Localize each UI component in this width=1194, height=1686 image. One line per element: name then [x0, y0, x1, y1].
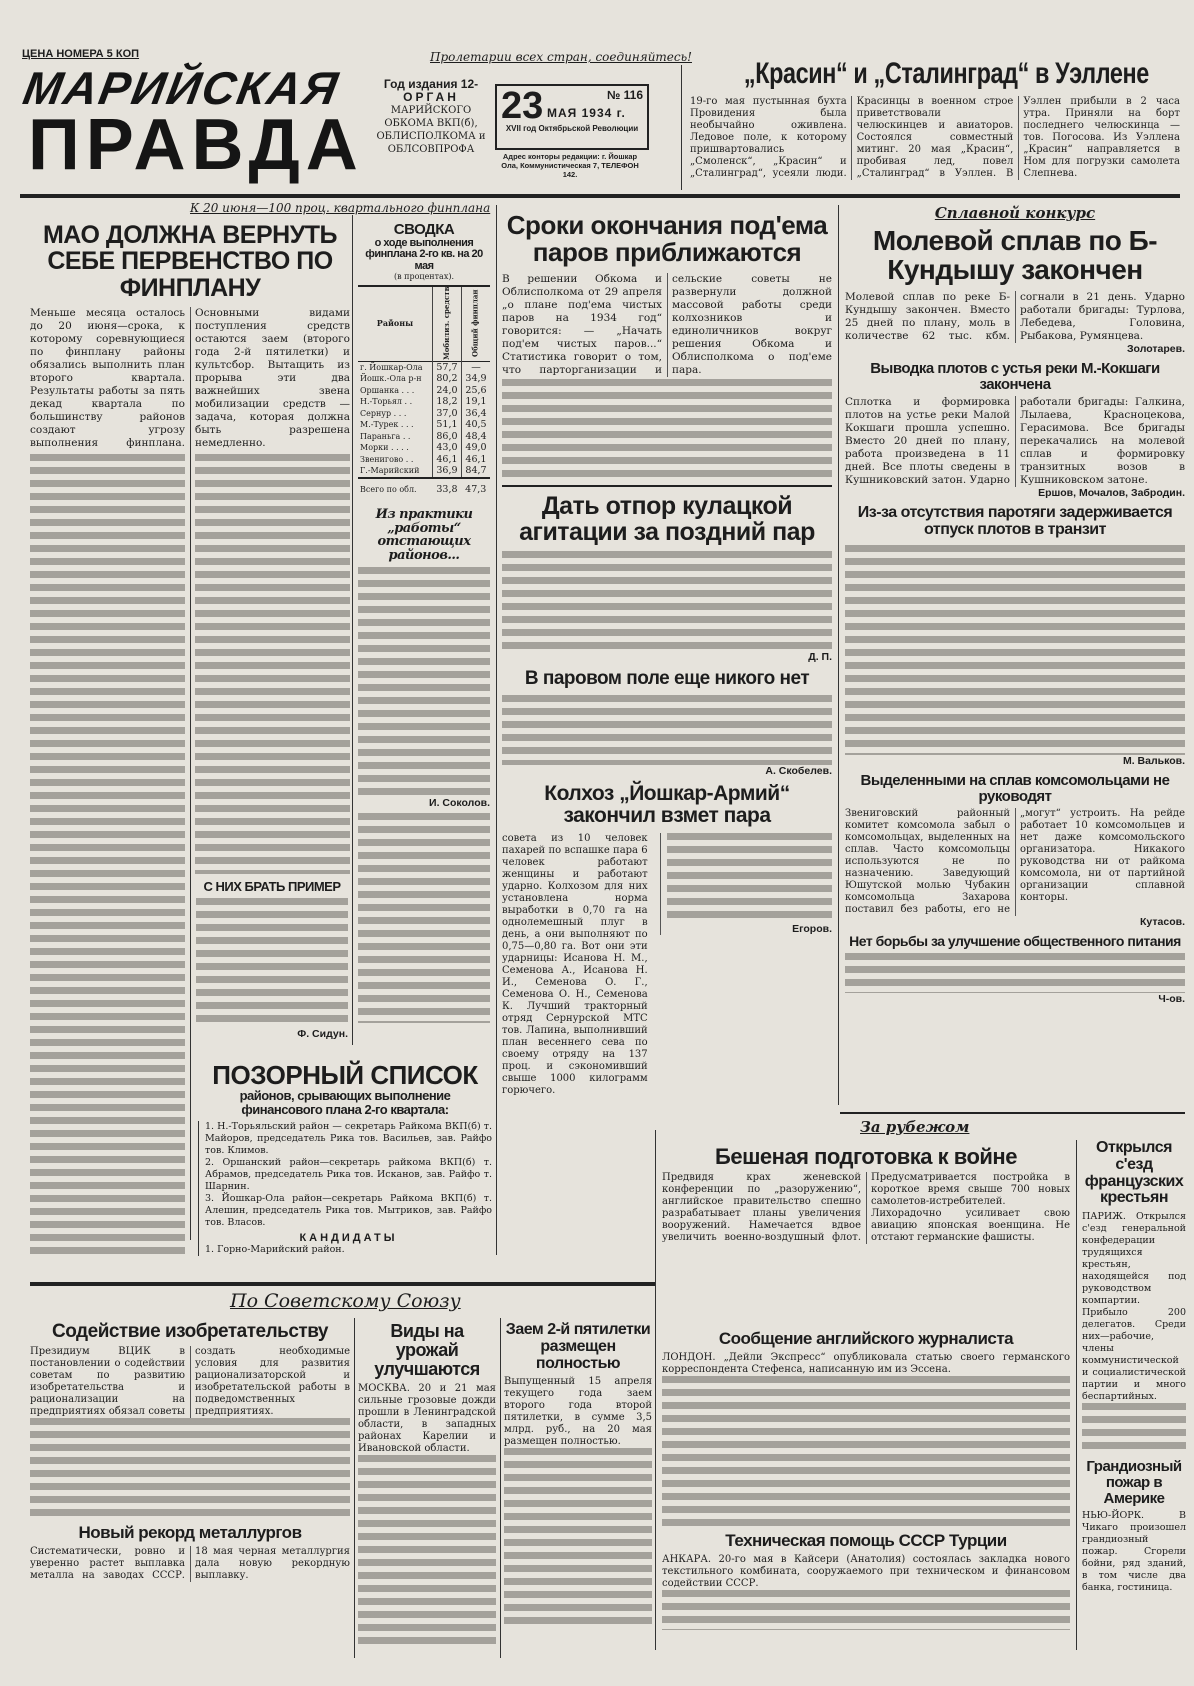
table-row: [358, 408, 490, 420]
divider: [681, 65, 682, 190]
table-row: [358, 431, 490, 443]
otpor-signature: Д. П.: [808, 651, 832, 664]
congress-headline: Открылся с'езд французских крестьян: [1084, 1139, 1184, 1207]
ussr-rubric: По Советскому Союзу: [230, 1290, 461, 1312]
cell: 86,0: [432, 431, 461, 443]
svodka-box: [358, 222, 490, 500]
divider: [655, 1130, 656, 1650]
mao-text-continued-2: [195, 454, 350, 874]
cell: Йошк.-Ола р-н: [360, 374, 422, 384]
issue-number: № 116: [606, 88, 643, 102]
cell: 25,6: [461, 385, 490, 397]
war-headline: Бешеная подготовка к войне: [715, 1144, 1017, 1169]
price-label: ЦЕНА НОМЕРА 5 КОП: [22, 48, 140, 60]
col-header: Мобилиз. средств: [432, 286, 461, 361]
cell: 34,9: [461, 373, 490, 385]
rule: [30, 1282, 655, 1286]
cell: Оршанка . . .: [360, 385, 415, 395]
table-row: [358, 385, 490, 397]
vyvodka-headline: Выводка плотов с устья реки М.-Кокшаги закончена: [870, 359, 1160, 393]
cell: Н.-Торьял . .: [360, 397, 413, 407]
cell: 24,0: [432, 385, 461, 397]
cell: 51,1: [432, 419, 461, 431]
list-item: 1. Н.-Торьяльский район — секретарь Райкома ВКП(б) т. Майоров, председатель Рика тов. Васильев, зав. Райфо тов. Климов.: [205, 1120, 492, 1156]
cell: 43,0: [432, 442, 461, 454]
pozor-subhead: районов, срывающих выполнение финансового плана 2-го квартала:: [239, 1088, 451, 1117]
pitanie-headline: Нет борьбы за улучшение общественного питания: [849, 933, 1181, 950]
parotyaga-article: [845, 505, 1185, 767]
candidates-label: КАНДИДАТЫ: [299, 1231, 398, 1244]
turkey-body: АНКАРА. 20-го мая в Кайсери (Анатолия) состоялась закладка нового текстильного комбината, сооружаемого при техническом и финансовом содействии СССР.: [662, 1553, 1070, 1589]
journalist-article: [662, 1330, 1070, 1630]
col-header: Общий финплан: [461, 286, 490, 361]
cell: Сернур . . .: [360, 408, 407, 418]
cell: Г.-Марийский: [360, 466, 420, 476]
top-story-body: 19-го мая пустынная бухта Провидения была необычайно оживлена. Ледовое поле, к которому пришвартовались „Смоленск“, „Красин“ и „Сталинград“, усеяли люди. Красинцы в военном строе приветствовали челюскинцев и авиаторов. Состоялся совместный митинг. 20 мая „Красин“, пробивая лед, повел „Сталинград“ в Уэллен. В Уэллен прибыли в 2 часа утра. Приняли на борт последнего челюскинца — тов. Погосова. Из Уэллена „Красин“ направляется в Ном для погрузки самолета Слепнева.: [690, 95, 1180, 179]
practice-headline: Из практики „работы“ отстающих районов...: [375, 507, 473, 563]
practice-signature: И. Соколов.: [429, 796, 490, 809]
invent-text-continued: [30, 1418, 350, 1518]
turkey-headline: Техническая помощь СССР Турции: [725, 1530, 1007, 1550]
cell: Морки . . . .: [360, 443, 409, 453]
cell: 48,4: [461, 431, 490, 443]
cell: 80,2: [432, 373, 461, 385]
cell: Всего по обл.: [360, 484, 417, 494]
loan-body: Выпущенный 15 апреля текущего года заем второго года второй пятилетки, в сумме 3,5 млрд. руб., на 20 мая размещен полностью.: [504, 1376, 652, 1448]
splav-article: [845, 204, 1185, 355]
table-row: [358, 361, 490, 373]
divider: [838, 205, 839, 1105]
war-body: Предвидя крах женевской конференции по „разоружению“, английское правительство спешно разрабатывает планы увеличения вооружений. Намечается вдвое увеличить военно-воздушный флот. Предусматривается постройка в короткое время свыше 700 новых самолетов-истребителей. Лихорадочно усиливает свою авиацию японская военщина. Не отстают германские фашисты.: [662, 1172, 1070, 1244]
svodka-title: СВОДКА: [393, 221, 455, 238]
congress-body: ПАРИЖ. Открылся с'езд генеральной конфедерации трудящихся крестьян, находящейся под руководством компартии. Прибыло 200 делегатов. Среди них—рабочие, члены коммунистической и социалистической партии и много беспартийных.: [1082, 1211, 1186, 1403]
example-text: [196, 898, 348, 1028]
komsomol-article: [845, 773, 1185, 929]
metal-headline: Новый рекорд металлургов: [78, 1522, 302, 1542]
practice-text-2: [358, 813, 490, 1023]
cell: 18,2: [432, 396, 461, 408]
splav-rubric: Сплавной конкурс: [934, 204, 1096, 222]
cell: 33,8: [436, 483, 458, 495]
divider: [496, 205, 497, 1255]
harvest-body: МОСКВА. 20 и 21 мая сильные грозовые дожди прошли в Ленинградской области, в западных районах Карелии и Ивановской области.: [358, 1382, 496, 1454]
candidates-item: 1. Горно-Марийский район.: [205, 1244, 345, 1256]
vyvodka-signature: Ершов, Мочалов, Забродин.: [1038, 487, 1185, 500]
parotyaga-text: [845, 545, 1185, 755]
pozor-list: [198, 1121, 492, 1257]
otpor-headline: Дать отпор кулацкой агитации за поздний пар: [519, 491, 815, 546]
kolhoz-signature: Егоров.: [792, 923, 832, 936]
parovoe-headline: В паровом поле еще никого нет: [524, 668, 810, 690]
pitanie-article: [845, 934, 1185, 1005]
top-story-headline: „Красин“ и „Сталинград“ в Уэллене: [743, 57, 1149, 90]
cell: 57,7: [432, 361, 461, 373]
cell: 46,1: [432, 454, 461, 466]
congress-text-continued: [1082, 1403, 1186, 1453]
svodka-subtitle: о ходе выполнения финплана 2-го кв. на 20 мая: [365, 236, 483, 272]
kolhoz-text-2: [667, 833, 832, 923]
divider: [352, 215, 353, 1045]
kolhoz-article: [502, 783, 832, 1097]
cell: 36,4: [461, 408, 490, 420]
table-row-total: [358, 478, 490, 500]
right-column: [845, 204, 1185, 1005]
table-row: [358, 465, 490, 478]
cell: 37,0: [432, 408, 461, 420]
loan-text-continued: [504, 1448, 652, 1628]
cell: —: [461, 361, 490, 373]
svodka-table: [358, 285, 490, 500]
fire-body: НЬЮ-ЙОРК. В Чикаго произошел грандиозный пожар. Сгорели бойни, ряд зданий, в том числе два банка, гостиница.: [1082, 1510, 1186, 1594]
list-item: 3. Йошкар-Ола район—секретарь Райкома ВКП(б) т. Алешин, председатель Рика тов. Мытриков, зав. Райфо тов. Власов.: [205, 1192, 492, 1228]
cell: г. Йошкар-Ола: [360, 362, 423, 372]
congress-article: [1082, 1140, 1186, 1594]
pozor-headline: ПОЗОРНЫЙ СПИСОК: [212, 1060, 478, 1090]
svodka-units: (в процентах).: [393, 272, 455, 282]
fire-headline: Грандиозный пожар в Америке: [1086, 1458, 1182, 1507]
vyvodka-body: Сплотка и формировка плотов на устье реки Малой Кокшаги прошла успешно. Вместо 20 дней по плану, работа произведена в 11 дней. Все плоты сведены в Кушниковский затон. Ударно работали бригады: Галкина, Лылаева, Красноцекова, Герасимова. Все бригады перекачались на молевой сплав и формировку транзитных возов в Кушниковском затоне.: [845, 396, 1185, 487]
cell: 46,1: [461, 454, 490, 466]
journalist-body: ЛОНДОН. „Дейли Экспресс“ опубликовала статью своего германского корреспондента Стефенса, написанную им из Эссена.: [662, 1351, 1070, 1375]
otpor-text: [502, 551, 832, 651]
middle-column: [502, 212, 832, 1097]
turkey-text-continued: [662, 1590, 1070, 1630]
col-header: Районы: [376, 318, 414, 329]
invent-article: [30, 1322, 350, 1582]
kicker: К 20 июня—100 проц. квартального финплана: [190, 201, 491, 215]
war-article: [662, 1145, 1070, 1244]
cell: Параньга . .: [360, 431, 411, 441]
practice-text: [358, 567, 490, 797]
sroki-text-continued: [502, 379, 832, 479]
date-box: [495, 84, 649, 150]
invent-headline: Содействие изобретательству: [51, 1321, 329, 1342]
journalist-text-continued: [662, 1376, 1070, 1526]
mao-body: Меньше месяца осталось до 20 июня—срока, к которому соревнующиеся по финплану районы обязались выполнить план второго квартала. Результаты работы за пять декад квартала по большинству районов создают угрозу выполнения финплана. Основными видами поступления средств остаются заем (второго года 2-й пятилетки) и культсбор. Вытащить из прорыва эти два важнейших звена мобилизации средств — задача, которая должна быть разрешена немедленно.: [30, 306, 350, 449]
cell: 36,9: [432, 465, 461, 478]
organ-block: [372, 78, 490, 156]
komsomol-body: Звениговский районный комитет комсомола забыл о комсомольцах, выделенных на сплав. Часто комсомольцы используются не по назначению. Заведующий Юшутской молью Чубакин комсомольца Захарова поставил без работы, его не „могут“ устроить. На рейде работает 10 комсомольцев и нет даже комсомольского организатора. Никакого руководства ни от райкома комсомола, ни от партийной организации сплавной конторы.: [845, 808, 1185, 916]
cell: 49,0: [461, 442, 490, 454]
invent-body: Президиум ВЦИК в постановлении о содействии советам по развитию изобретательства и рационализации на предприятиях обязал советы создать необходимые условия для развития рационализаторской и изобретательской работы в подведомственных предприятиях.: [30, 1345, 350, 1417]
divider: [500, 1318, 501, 1658]
sroki-headline: Сроки окончания под'ема паров приближаются: [506, 210, 828, 268]
year-label: Год издания 12-: [383, 77, 479, 91]
splav-headline: Молевой сплав по Б-Кундышу закончен: [872, 225, 1158, 286]
slogan: Пролетарии всех стран, соединяйтесь!: [430, 50, 692, 64]
rule: [840, 1112, 1185, 1114]
practice-article: [358, 508, 490, 1023]
cell: 40,5: [461, 419, 490, 431]
parotyaga-headline: Из-за отсутствия паротяги задерживается отпуск плотов в транзит: [857, 504, 1173, 539]
rule: [502, 485, 832, 487]
example-article: [196, 880, 348, 1040]
metal-body: Систематически, ровно и уверенно растет выплавка металла на заводах СССР. 18 мая черная металлургия дала новую рекордную выплавку.: [30, 1545, 350, 1581]
vyvodka-article: [845, 361, 1185, 500]
abroad-rubric: За рубежом: [860, 1118, 970, 1136]
harvest-text-continued: [358, 1455, 496, 1645]
journalist-headline: Сообщение английского журналиста: [718, 1329, 1014, 1348]
revolution-year: XVII год Октябрьской Революции: [505, 124, 639, 133]
organ-of: МАРИЙСКОГО ОБКОМА ВКП(б), ОБЛИСПОЛКОМА и ОБЛСОВПРОФА: [376, 105, 486, 155]
kolhoz-headline: Колхоз „Йошкар-Армий“ закончил взмет пара: [544, 782, 790, 828]
mao-text-continued: [30, 454, 185, 1254]
sroki-body: В решении Обкома и Облисполкома от 29 апреля „о плане под'ема чистых паров на 1934 год“ говорится: — „Начать под'ем чистых паров...“ Статистика говорит о том, что парторганизации и сельские советы не развернули должной массовой работы среди колхозников и единоличников вокруг решения Обкома и Облисполкома о под'еме пара.: [502, 272, 832, 376]
pozor-article: [198, 1062, 492, 1256]
date-month-year: МАЯ 1934 г.: [547, 106, 626, 120]
pitanie-text: [845, 953, 1185, 993]
table-row: [358, 454, 490, 466]
divider: [354, 1318, 355, 1658]
cell: Звенигово . .: [360, 454, 414, 464]
parovoe-text: [502, 695, 832, 765]
komsomol-signature: Кутасов.: [1140, 916, 1185, 929]
sroki-article: [502, 212, 832, 479]
table-row: [358, 442, 490, 454]
loan-headline: Заем 2-й пятилетки размещен полностью: [505, 1321, 651, 1372]
parotyaga-signature: М. Вальков.: [1122, 754, 1185, 767]
masthead-rule: [20, 194, 1180, 198]
table-row: [358, 373, 490, 385]
cell: М.-Турек . . .: [360, 420, 414, 430]
parovoe-signature: А. Скобелев.: [765, 765, 832, 778]
parovoe-article: [502, 669, 832, 777]
address: Адрес конторы редакции: г. Йошкар Ола, Коммунистическая 7, ТЕЛЕФОН 142.: [501, 152, 639, 179]
pitanie-signature: Ч-ов.: [1158, 993, 1185, 1006]
organ-label: ОРГАН: [403, 90, 459, 104]
date-day: 23: [501, 85, 544, 127]
title-line-1: МАРИЙСКАЯ: [19, 62, 344, 114]
divider: [1076, 1140, 1077, 1650]
top-story: [690, 58, 1180, 180]
list-item: 2. Оршанский район—секретарь райкома ВКП(б) т. Абрамов, председатель Рика тов. Исканов, зав. Райфо т. Шарнин.: [205, 1156, 492, 1192]
title-line-2: ПРАВДА: [28, 105, 364, 185]
cell: 84,7: [461, 465, 490, 478]
splav-body: Молевой сплав по реке Б-Кундышу закончен. Вместо 25 дней по плану, моль в количестве 62 тыс. кбм. согнали в 21 день. Ударно работали бригады: Турлова, Лебедева, Головина, Рыбакова, Румянцева.: [845, 290, 1185, 342]
otpor-article: [502, 493, 832, 664]
table-row: [358, 419, 490, 431]
harvest-headline: Виды на урожай улучшаются: [374, 1321, 480, 1379]
example-headline: С НИХ БРАТЬ ПРИМЕР: [203, 879, 341, 894]
cell: 19,1: [461, 396, 490, 408]
example-signature: Ф. Сидун.: [297, 1027, 348, 1040]
harvest-article: [358, 1322, 496, 1645]
loan-article: [504, 1322, 652, 1628]
divider: [190, 320, 191, 1240]
table-row: [358, 396, 490, 408]
newspaper-title: [19, 62, 368, 185]
splav-signature: Золотарев.: [1126, 342, 1185, 355]
kolhoz-body: совета из 10 человек пахарей по вспашке пара 6 человек работают женщины и работают ударно. Колхозом для них установлена норма выработки в 0,70 га на однолемешный плуг в день, а они выполняют по 0,75—0,80 га. Вот они эти ударницы: Исанова Н. М., Семенова А., Исанова Н. И., Семенова О. Г., Семенова О. Н., Семенова К. Лучший тракторный отряд Сернурской МТС тов. Лапина, выполнивший план весеннего сева по своему отряду на 137 проц. и сэкономивший свыше 1000 килограмм горючего.: [502, 833, 648, 1097]
cell: 47,3: [465, 483, 487, 495]
komsomol-headline: Выделенными на сплав комсомольцами не руководят: [860, 771, 1170, 805]
mao-headline: МАО ДОЛЖНА ВЕРНУТЬ СЕБЕ ПЕРВЕНСТВО ПО ФИНПЛАНУ: [42, 221, 337, 302]
